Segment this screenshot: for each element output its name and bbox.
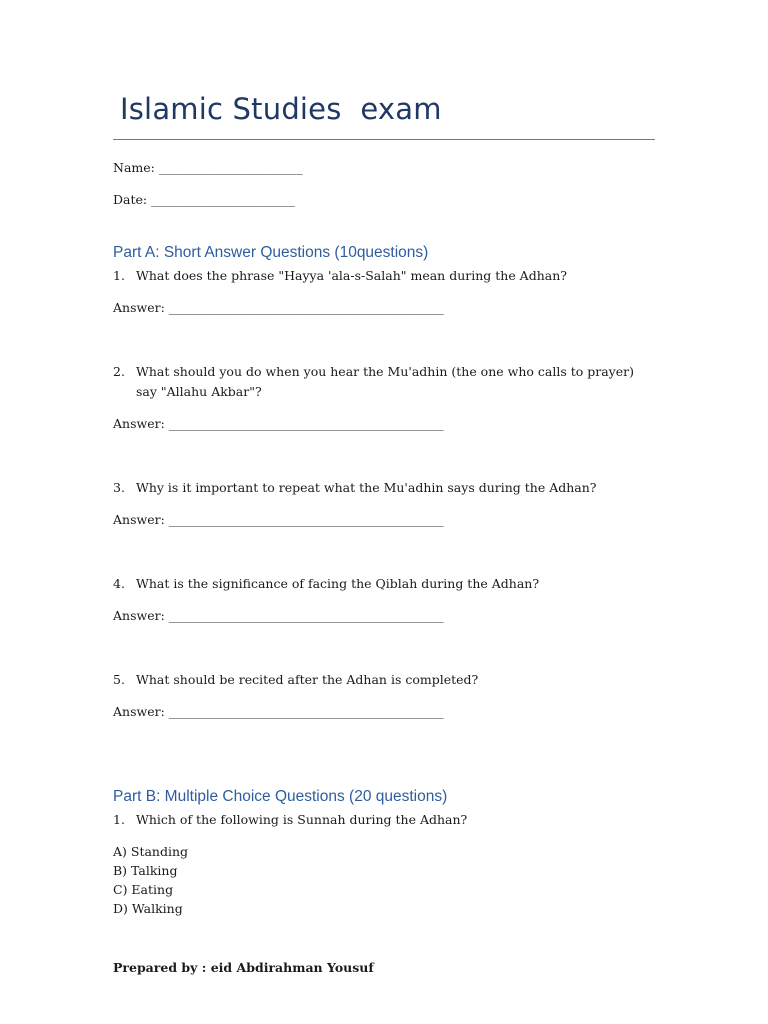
- part-a-answer-2: Answer: ____________________________________________: [113, 416, 444, 431]
- option-c: C) Eating: [113, 882, 174, 897]
- date-field-line: Date: _______________________: [113, 192, 295, 207]
- option-a: A) Standing: [113, 844, 189, 859]
- question-text: What should you do when you hear the Mu'adhin (the one who calls to prayer) say "Allahu Akbar"?: [136, 364, 634, 399]
- part-a-question-3: [113, 478, 653, 498]
- exam-title: Islamic Studies exam: [120, 92, 442, 126]
- name-field-line: Name: _______________________: [113, 160, 303, 175]
- part-a-question-5: [113, 670, 653, 690]
- part-b-heading: Part B: Multiple Choice Questions (20 questions): [113, 788, 448, 805]
- question-number: 4.: [113, 576, 125, 591]
- part-b-question-1: [113, 810, 653, 830]
- part-a-answer-3: Answer: ____________________________________________: [113, 512, 444, 527]
- prepared-by: Prepared by : eid Abdirahman Yousuf: [113, 960, 374, 975]
- option-d: D) Walking: [113, 901, 183, 916]
- question-number: 3.: [113, 480, 125, 495]
- question-text: What does the phrase "Hayya 'ala-s-Salah" mean during the Adhan?: [136, 268, 567, 283]
- part-a-question-4: [113, 574, 653, 594]
- question-number: 5.: [113, 672, 125, 687]
- part-a-answer-4: Answer: ____________________________________________: [113, 608, 444, 623]
- part-a-question-2: [113, 362, 653, 402]
- part-a-question-1: [113, 266, 653, 286]
- question-number: 1.: [113, 268, 125, 283]
- question-text: Which of the following is Sunnah during the Adhan?: [136, 812, 468, 827]
- question-number: 2.: [113, 364, 125, 379]
- question-text: What should be recited after the Adhan is completed?: [136, 672, 479, 687]
- option-b: B) Talking: [113, 863, 178, 878]
- question-text: Why is it important to repeat what the Mu'adhin says during the Adhan?: [136, 480, 597, 495]
- question-number: 1.: [113, 812, 125, 827]
- title-divider: [113, 139, 655, 140]
- part-a-answer-1: Answer: ____________________________________________: [113, 300, 444, 315]
- part-a-answer-5: Answer: ____________________________________________: [113, 704, 444, 719]
- part-a-heading: Part A: Short Answer Questions (10questions): [113, 244, 429, 261]
- question-text: What is the significance of facing the Qiblah during the Adhan?: [136, 576, 540, 591]
